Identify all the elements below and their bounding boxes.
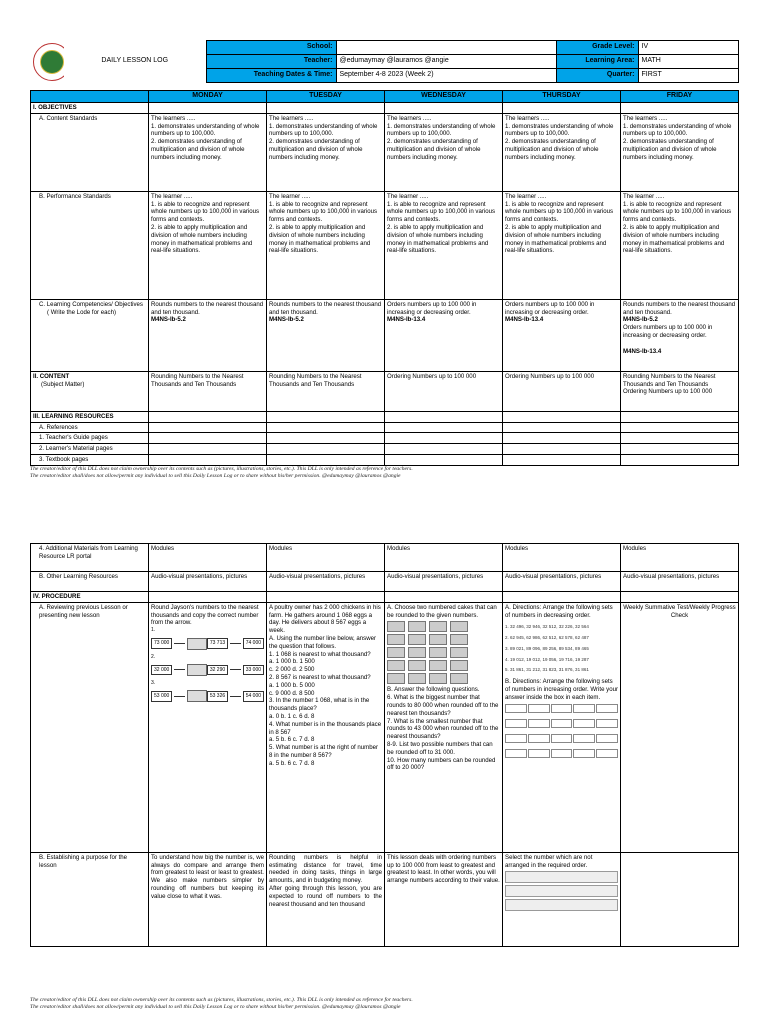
lesson-log-page-2 xyxy=(30,543,738,947)
content-label xyxy=(31,371,149,411)
review-thu-a: A. Directions: Arrange the following sets of numbers in decreasing order. xyxy=(505,603,613,619)
textbook-label: 3. Textbook pages xyxy=(31,454,149,465)
content-standards-mon: The learners ..... 1. demonstrates understanding of whole numbers up to 100,000. 2. demonstrates understanding of multiplication and division of whole numbers including money. xyxy=(149,113,267,191)
number-set: 1. 32 496, 32 946, 32 512, 32 226, 32 564 xyxy=(505,624,589,630)
lesson-log-page-1 xyxy=(30,40,738,466)
school-label: School: xyxy=(206,41,336,55)
competencies-thu xyxy=(503,299,621,371)
additional-mon: Modules xyxy=(149,544,267,572)
disclaimer-line-2: The creator/editor shall/does not allow/permit any individual to sell this Daily Lesson Log or to share without his/her permission. @edumaymay @lauramos @angie xyxy=(30,1004,401,1011)
number-set: 3. 89 021, 89 096, 89 256, 89 534, 89 465 xyxy=(505,645,589,651)
nl-left: 53 000 xyxy=(151,691,172,701)
seal-icon xyxy=(33,43,64,81)
competency-code: M4NS-Ib-5.2 xyxy=(151,316,186,324)
purpose-mon: To understand how big the number is, we always do compare and arrange them from greatest to least or least to greatest. We also make numbers simpler by rounding off numbers but keeping its value close to what it was. xyxy=(149,852,267,946)
purpose-thu xyxy=(503,852,621,946)
competencies-label xyxy=(31,299,149,371)
disclaimer-line-1: The creator/editor of this DLL does not claim ownership over its contents such as (pictures, illustrations, stories, etc.). This DLL is only intended as reference for teachers. xyxy=(30,466,413,472)
content-note: (Subject Matter) xyxy=(41,380,85,388)
day-friday: FRIDAY xyxy=(621,91,739,103)
nl-mid: 32 290 xyxy=(207,665,228,675)
review-wed xyxy=(385,602,503,852)
number-set: 4. 19 012, 19 012, 19 056, 19 716, 19 287 xyxy=(505,656,589,662)
number-line-1 xyxy=(151,627,264,649)
day-wednesday: WEDNESDAY xyxy=(385,91,503,103)
content-wed: Ordering Numbers up to 100 000 xyxy=(385,371,503,411)
review-mon xyxy=(149,602,267,852)
other-fri: Audio-visual presentations, pictures xyxy=(621,572,739,592)
nl-right: 33 000 xyxy=(243,665,264,675)
number-line-index: 3. xyxy=(151,679,156,686)
procedure-heading: IV. PROCEDURE xyxy=(31,592,149,603)
additional-fri: Modules xyxy=(621,544,739,572)
additional-tue: Modules xyxy=(267,544,385,572)
order-table-image xyxy=(505,899,618,911)
additional-materials-label: 4. Additional Materials from Learning Resource LR portal xyxy=(31,544,149,572)
purpose-wed: This lesson deals with ordering numbers up to 100 000 from least to greatest and greatest to least. In other words, you will arrange numbers according to their value. xyxy=(385,852,503,946)
nl-mid: 53 326 xyxy=(207,691,228,701)
review-thu-b: B. Directions: Arrange the following sets of numbers in increasing order. Write your answer inside the box in each item. xyxy=(505,678,619,701)
performance-standards-mon: The learner ..... 1. is able to recognize and represent whole numbers up to 100,000 in various forms and contexts. 2. is able to apply multiplication and division of whole numbers including money in mathematical problems and real-life situations. xyxy=(149,191,267,299)
review-thu xyxy=(503,602,621,852)
competencies-wed xyxy=(385,299,503,371)
day-thursday: THURSDAY xyxy=(503,91,621,103)
competencies-heading: C. Learning Competencies/ Objectives xyxy=(39,300,143,308)
review-fri: Weekly Summative Test/Weekly Progress Check xyxy=(621,602,739,852)
deped-logo xyxy=(30,41,64,83)
dates-label: Teaching Dates & Time: xyxy=(206,69,336,83)
review-label: A. Reviewing previous Lesson or presenting new lesson xyxy=(31,602,149,852)
purpose-tue: Rounding numbers is helpful in estimating distance for travel, time needed in doing tasks, things in large amounts, and in budgeting money. After going through this lesson, you are expected to round off numbers to the nearest thousand and ten thousand xyxy=(267,852,385,946)
disclaimer-page-2 xyxy=(30,997,738,1012)
order-table-image xyxy=(505,871,618,883)
review-mon-text: Round Jayson's numbers to the nearest thousands and copy the correct number from the arrow. xyxy=(151,603,259,627)
house-icon xyxy=(187,638,207,650)
content-standards-label: A. Content Standards xyxy=(31,113,149,191)
procedure-table xyxy=(30,543,739,947)
content-standards-tue: The learners ..... 1. demonstrates understanding of whole numbers up to 100,000. 2. demonstrates understanding of multiplication and division of whole numbers including money. xyxy=(267,113,385,191)
competencies-fri xyxy=(621,299,739,371)
content-standards-fri: The learners ..... 1. demonstrates understanding of whole numbers up to 100,000. 2. demonstrates understanding of multiplication and division of whole numbers including money. xyxy=(621,113,739,191)
cake-illustrations xyxy=(387,621,500,684)
number-line-index: 2. xyxy=(151,653,156,660)
content-mon: Rounding Numbers to the Nearest Thousands and Ten Thousands xyxy=(149,371,267,411)
nl-right: 74 000 xyxy=(243,638,264,648)
review-tue: A poultry owner has 2 000 chickens in his farm. He gathers around 1 068 eggs a day. He delivers about 8 567 eggs a week. A. Using the number line below, answer the question that follows. 1. 1 068 is nearest to what thousand? a. 1 000 b. 1 500 c. 2 000 d. 2 500 2. 8 567 is nearest to what thousand? a. 1 000 b. 5 000 c. 9 000 d. 8 500 3. In the number 1 068, what is in the thousands place? a. 0 b. 1 c. 6 d. 8 4. What number is in the thousands place in 8 567 a. 5 b. 6 c. 7 d. 8 5. What number is at the right of number 8 in the number 8 567? a. 5 b. 6 c. 7 d. 8 xyxy=(267,602,385,852)
number-set: 2. 62 945, 62 986, 62 512, 62 578, 62 487 xyxy=(505,635,589,641)
other-wed: Audio-visual presentations, pictures xyxy=(385,572,503,592)
area-value: MATH xyxy=(638,55,738,69)
purpose-thu-text: Select the number which are not arranged in the required order. xyxy=(505,853,593,869)
competencies-mon xyxy=(149,299,267,371)
competency-code: M4NS-Ib-5.2 xyxy=(269,316,304,324)
teachers-guide-label: 1. Teacher's Guide pages xyxy=(31,433,149,444)
quarter-label: Quarter: xyxy=(556,69,638,83)
content-fri: Rounding Numbers to the Nearest Thousands and Ten Thousands Ordering Numbers up to 100 000 xyxy=(621,371,739,411)
house-icon xyxy=(187,664,207,676)
disclaimer-page-1 xyxy=(30,466,738,481)
nl-left: 73 000 xyxy=(151,638,172,648)
order-table-image xyxy=(505,885,618,897)
competencies-tue xyxy=(267,299,385,371)
answer-boxes xyxy=(505,704,618,713)
resources-heading: III. LEARNING RESOURCES xyxy=(31,411,149,422)
review-wed-b: B. Answer the following questions. 6. What is the biggest number that rounds to 80 000 when rounded off to the nearest ten thousands? 7. What is the smallest number that rounds to 43 000 when rounded off to the nearest thousands? 8-9. List two possible numbers that can be rounded off to 31 000. 10. How many numbers can be rounded off to 20 000? xyxy=(387,686,499,772)
content-standards-wed: The learners ..... 1. demonstrates understanding of whole numbers up to 100,000. 2. demonstrates understanding of multiplication and division of whole numbers including money. xyxy=(385,113,503,191)
other-mon: Audio-visual presentations, pictures xyxy=(149,572,267,592)
competency-text: Rounds numbers to the nearest thousand and ten thousand. xyxy=(151,300,264,316)
day-monday: MONDAY xyxy=(149,91,267,103)
other-resources-label: B. Other Learning Resources xyxy=(31,572,149,592)
quarter-value: FIRST xyxy=(638,69,738,83)
dates-value: September 4-8 2023 (Week 2) xyxy=(336,69,556,83)
day-tuesday: TUESDAY xyxy=(267,91,385,103)
teacher-value: @edumaymay @lauramos @angie xyxy=(336,55,556,69)
performance-standards-label: B. Performance Standards xyxy=(31,191,149,299)
purpose-label: B. Establishing a purpose for the lesson xyxy=(31,852,149,946)
review-wed-a: A. Choose two numbered cakes that can be rounded to the given numbers. xyxy=(387,603,497,619)
disclaimer-line-2: The creator/editor shall/does not allow/permit any individual to sell this Daily Lesson Log or to share without his/her permission. @edumaymay @lauramos @angie xyxy=(30,473,401,480)
competency-text: Orders numbers up to 100 000 in increasing or decreasing order. xyxy=(387,300,477,316)
grade-value: IV xyxy=(638,41,738,55)
additional-wed: Modules xyxy=(385,544,503,572)
header-table xyxy=(30,40,739,83)
competency-code: M4NS-Ib-13.4 xyxy=(505,316,544,324)
competencies-note: ( Write the Lode for each) xyxy=(47,308,116,316)
school-value xyxy=(336,41,556,55)
performance-standards-wed: The learner ..... 1. is able to recognize and represent whole numbers up to 100,000 in various forms and contexts. 2. is able to apply multiplication and division of whole numbers including money in mathematical problems and real-life situations. xyxy=(385,191,503,299)
grade-label: Grade Level: xyxy=(556,41,638,55)
performance-standards-thu: The learner ..... 1. is able to recognize and represent whole numbers up to 100,000 in various forms and contexts. 2. is able to apply multiplication and division of whole numbers including money in mathematical problems and real-life situations. xyxy=(503,191,621,299)
nl-mid: 73 713 xyxy=(207,638,228,648)
number-line-3 xyxy=(151,680,264,702)
teacher-label: Teacher: xyxy=(206,55,336,69)
number-line-2 xyxy=(151,654,264,676)
other-tue: Audio-visual presentations, pictures xyxy=(267,572,385,592)
disclaimer-line-1: The creator/editor of this DLL does not claim ownership over its contents such as (pictures, illustrations, stories, etc.). This DLL is only intended as reference for teachers. xyxy=(30,997,413,1003)
competency-code: M4NS-Ib-13.4 xyxy=(387,316,426,324)
log-title: DAILY LESSON LOG xyxy=(101,57,169,65)
objectives-table xyxy=(30,90,739,466)
objectives-heading: I. OBJECTIVES xyxy=(31,102,149,113)
house-icon xyxy=(187,690,207,702)
content-heading: II. CONTENT xyxy=(33,372,70,380)
additional-thu: Modules xyxy=(503,544,621,572)
nl-right: 54 000 xyxy=(243,691,264,701)
learners-material-label: 2. Learner's Material pages xyxy=(31,444,149,455)
competency-code: M4NS-Ib-5.2 xyxy=(623,316,658,324)
number-line-index: 1. xyxy=(151,627,156,634)
competency-text: Orders numbers up to 100 000 in increasing or decreasing order. xyxy=(623,324,713,339)
competency-text: Rounds numbers to the nearest thousand and ten thousand. xyxy=(269,300,382,316)
competency-text: Orders numbers up to 100 000 in increasing or decreasing order. xyxy=(505,300,595,316)
area-label: Learning Area: xyxy=(556,55,638,69)
content-tue: Rounding Numbers to the Nearest Thousands and Ten Thousands xyxy=(267,371,385,411)
content-standards-thu: The learners ..... 1. demonstrates understanding of whole numbers up to 100,000. 2. demonstrates understanding of multiplication and division of whole numbers including money. xyxy=(503,113,621,191)
other-thu: Audio-visual presentations, pictures xyxy=(503,572,621,592)
competency-code: M4NS-Ib-13.4 xyxy=(623,347,662,355)
nl-left: 32 000 xyxy=(151,665,172,675)
references-label: A. References xyxy=(31,422,149,433)
performance-standards-tue: The learner ..... 1. is able to recognize and represent whole numbers up to 100,000 in various forms and contexts. 2. is able to apply multiplication and division of whole numbers including money in mathematical problems and real-life situations. xyxy=(267,191,385,299)
number-set: 5. 31 861, 31 212, 31 823, 31 876, 31 861 xyxy=(505,667,589,673)
content-thu: Ordering Numbers up to 100 000 xyxy=(503,371,621,411)
competency-text: Rounds numbers to the nearest thousand and ten thousand. xyxy=(623,300,736,316)
performance-standards-fri: The learner ..... 1. is able to recognize and represent whole numbers up to 100,000 in various forms and contexts. 2. is able to apply multiplication and division of whole numbers including money in mathematical problems and real-life situations. xyxy=(621,191,739,299)
